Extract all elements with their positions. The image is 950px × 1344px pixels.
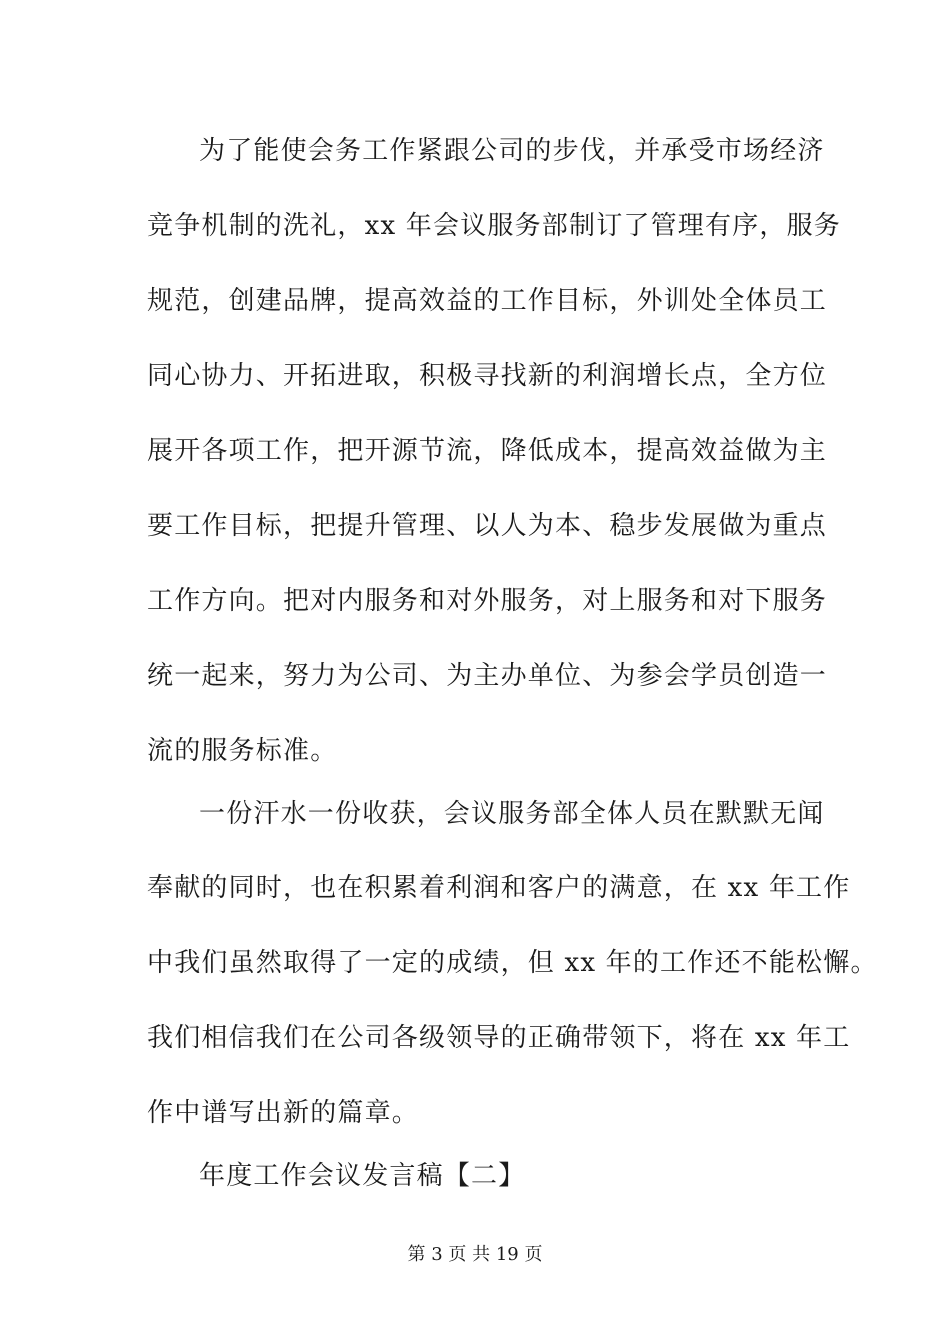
paragraph-1-line-7: 工作方向。把对内服务和对外服务，对上服务和对下服务 [147, 586, 828, 616]
page-number-footer: 第 3 页 共 19 页 [407, 1244, 543, 1265]
section-heading: 年度工作会议发言稿【二】 [199, 1161, 526, 1191]
paragraph-2-line-4: 我们相信我们在公司各级领导的正确带领下，将在 xx 年工 [147, 1023, 851, 1053]
paragraph-1-line-1: 为了能使会务工作紧跟公司的步伐，并承受市场经济 [199, 136, 825, 166]
paragraph-1-line-2: 竞争机制的洗礼，xx 年会议服务部制订了管理有序，服务 [147, 211, 841, 241]
paragraph-1-line-9: 流的服务标准。 [147, 736, 338, 766]
paragraph-1-line-8: 统一起来，努力为公司、为主办单位、为参会学员创造一 [147, 661, 828, 691]
paragraph-1-line-6: 要工作目标，把提升管理、以人为本、稳步发展做为重点 [147, 511, 828, 541]
paragraph-2-line-1: 一份汗水一份收获，会议服务部全体人员在默默无闻 [199, 799, 825, 829]
paragraph-1-line-3: 规范，创建品牌，提高效益的工作目标，外训处全体员工 [147, 286, 828, 316]
paragraph-2-line-5: 作中谱写出新的篇章。 [147, 1098, 420, 1128]
paragraph-2-line-3: 中我们虽然取得了一定的成绩，但 xx 年的工作还不能松懈。 [147, 948, 878, 978]
paragraph-1-line-4: 同心协力、开拓进取，积极寻找新的利润增长点，全方位 [147, 361, 828, 391]
paragraph-1-line-5: 展开各项工作，把开源节流，降低成本，提高效益做为主 [147, 436, 828, 466]
paragraph-2-line-2: 奉献的同时，也在积累着利润和客户的满意，在 xx 年工作 [147, 873, 851, 903]
